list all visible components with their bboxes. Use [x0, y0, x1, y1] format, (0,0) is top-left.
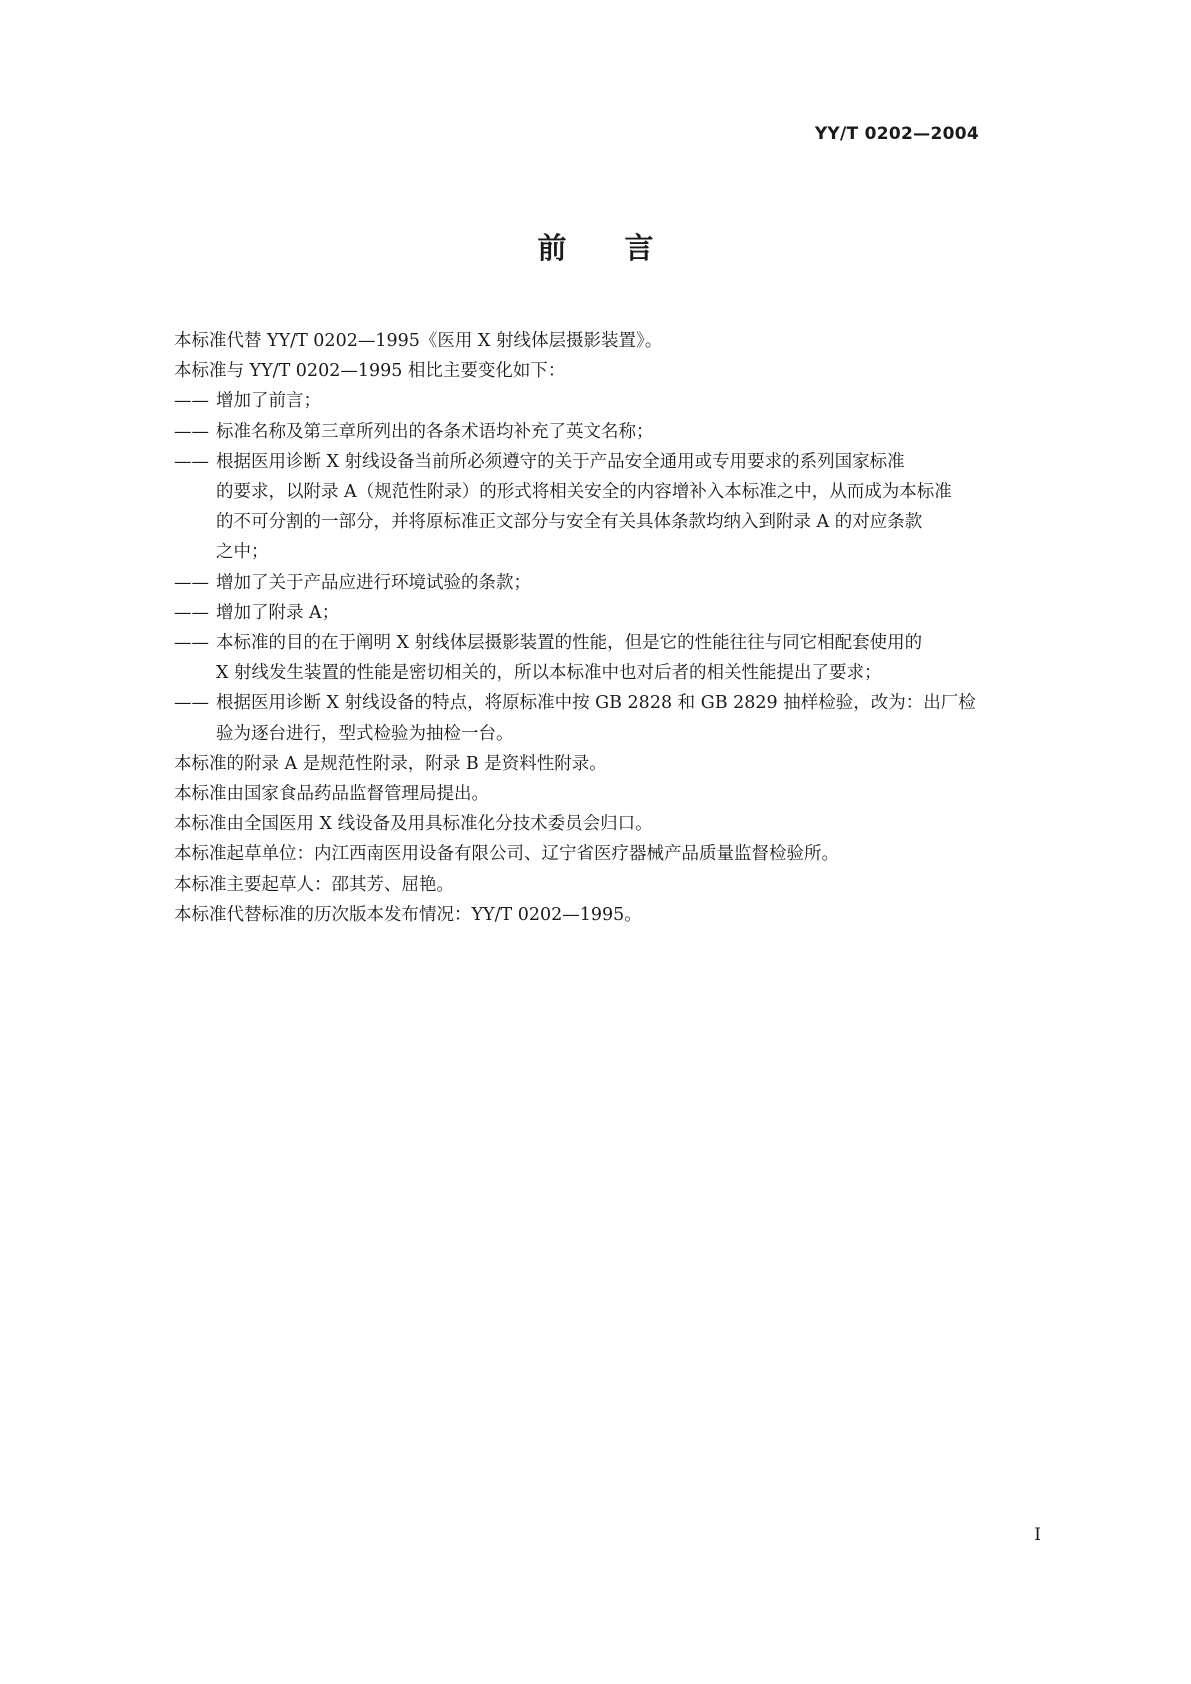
text-line: 的不可分割的一部分，并将原标准正文部分与安全有关具体条款均纳入到附录 A 的对应条款 — [216, 512, 923, 533]
dash-list-item — [174, 598, 1034, 628]
dash-marker: —— — [174, 391, 209, 412]
paragraph — [174, 356, 1034, 386]
dash-marker: —— — [174, 421, 209, 442]
text-line: 验为逐台进行，型式检验为抽检一台。 — [216, 723, 514, 744]
dash-marker: —— — [174, 633, 209, 654]
text-line: 的要求，以附录 A（规范性附录）的形式将相关安全的内容增补入本标准之中，从而成为本标准 — [216, 482, 952, 503]
page-number: I — [1034, 1525, 1041, 1545]
dash-marker: —— — [174, 572, 209, 593]
text-line: 本标准与 YY/T 0202—1995 相比主要变化如下： — [174, 361, 566, 382]
text-line: X 射线发生装置的性能是密切相关的，所以本标准中也对后者的相关性能提出了要求； — [216, 663, 882, 684]
dash-marker: —— — [174, 602, 209, 623]
text-line: 本标准主要起草人：邵其芳、屈艳。 — [174, 874, 454, 895]
page-title: 前 言 — [537, 231, 654, 265]
paragraph — [174, 809, 1034, 839]
text-line: 根据医用诊断 X 射线设备当前所必须遵守的关于产品安全通用或专用要求的系列国家标准 — [216, 451, 905, 472]
text-line: 之中； — [216, 542, 269, 563]
paragraph — [174, 839, 1034, 869]
text-line: 本标准的目的在于阐明 X 射线体层摄影装置的性能，但是它的性能往往与同它相配套使用的 — [216, 633, 923, 654]
paragraph — [174, 779, 1034, 809]
text-line: 增加了关于产品应进行环境试验的条款； — [216, 572, 531, 593]
text-line: 根据医用诊断 X 射线设备的特点，将原标准中按 GB 2828 和 GB 2829 抽样检验，改为：出厂检 — [216, 693, 976, 714]
text-line: 标准名称及第三章所列出的各条术语均补充了英文名称； — [216, 421, 654, 442]
paragraph — [174, 326, 1034, 356]
dash-list-item — [174, 688, 1034, 748]
dash-list-item — [174, 386, 1034, 416]
foreword-body — [174, 326, 1034, 930]
paragraph — [174, 870, 1034, 900]
dash-marker: —— — [174, 693, 209, 714]
text-line: 增加了附录 A； — [216, 602, 340, 623]
text-line: 本标准代替标准的历次版本发布情况：YY/T 0202—1995。 — [174, 904, 642, 925]
text-line: 本标准的附录 A 是规范性附录，附录 B 是资料性附录。 — [174, 753, 607, 774]
text-line: 本标准起草单位：内江西南医用设备有限公司、辽宁省医疗器械产品质量监督检验所。 — [174, 844, 839, 865]
text-line: 本标准代替 YY/T 0202—1995《医用 X 射线体层摄影装置》。 — [174, 331, 663, 351]
standard-code: YY/T 0202—2004 — [814, 124, 979, 144]
text-line: 增加了前言； — [216, 391, 321, 412]
dash-list-item — [174, 417, 1034, 447]
dash-list-item — [174, 628, 1034, 688]
text-line: 本标准由全国医用 X 线设备及用具标准化分技术委员会归口。 — [174, 814, 653, 835]
text-line: 本标准由国家食品药品监督管理局提出。 — [174, 784, 489, 805]
paragraph — [174, 749, 1034, 779]
dash-marker: —— — [174, 451, 209, 472]
dash-list-item — [174, 568, 1034, 598]
dash-list-item — [174, 447, 1034, 568]
paragraph — [174, 900, 1034, 930]
